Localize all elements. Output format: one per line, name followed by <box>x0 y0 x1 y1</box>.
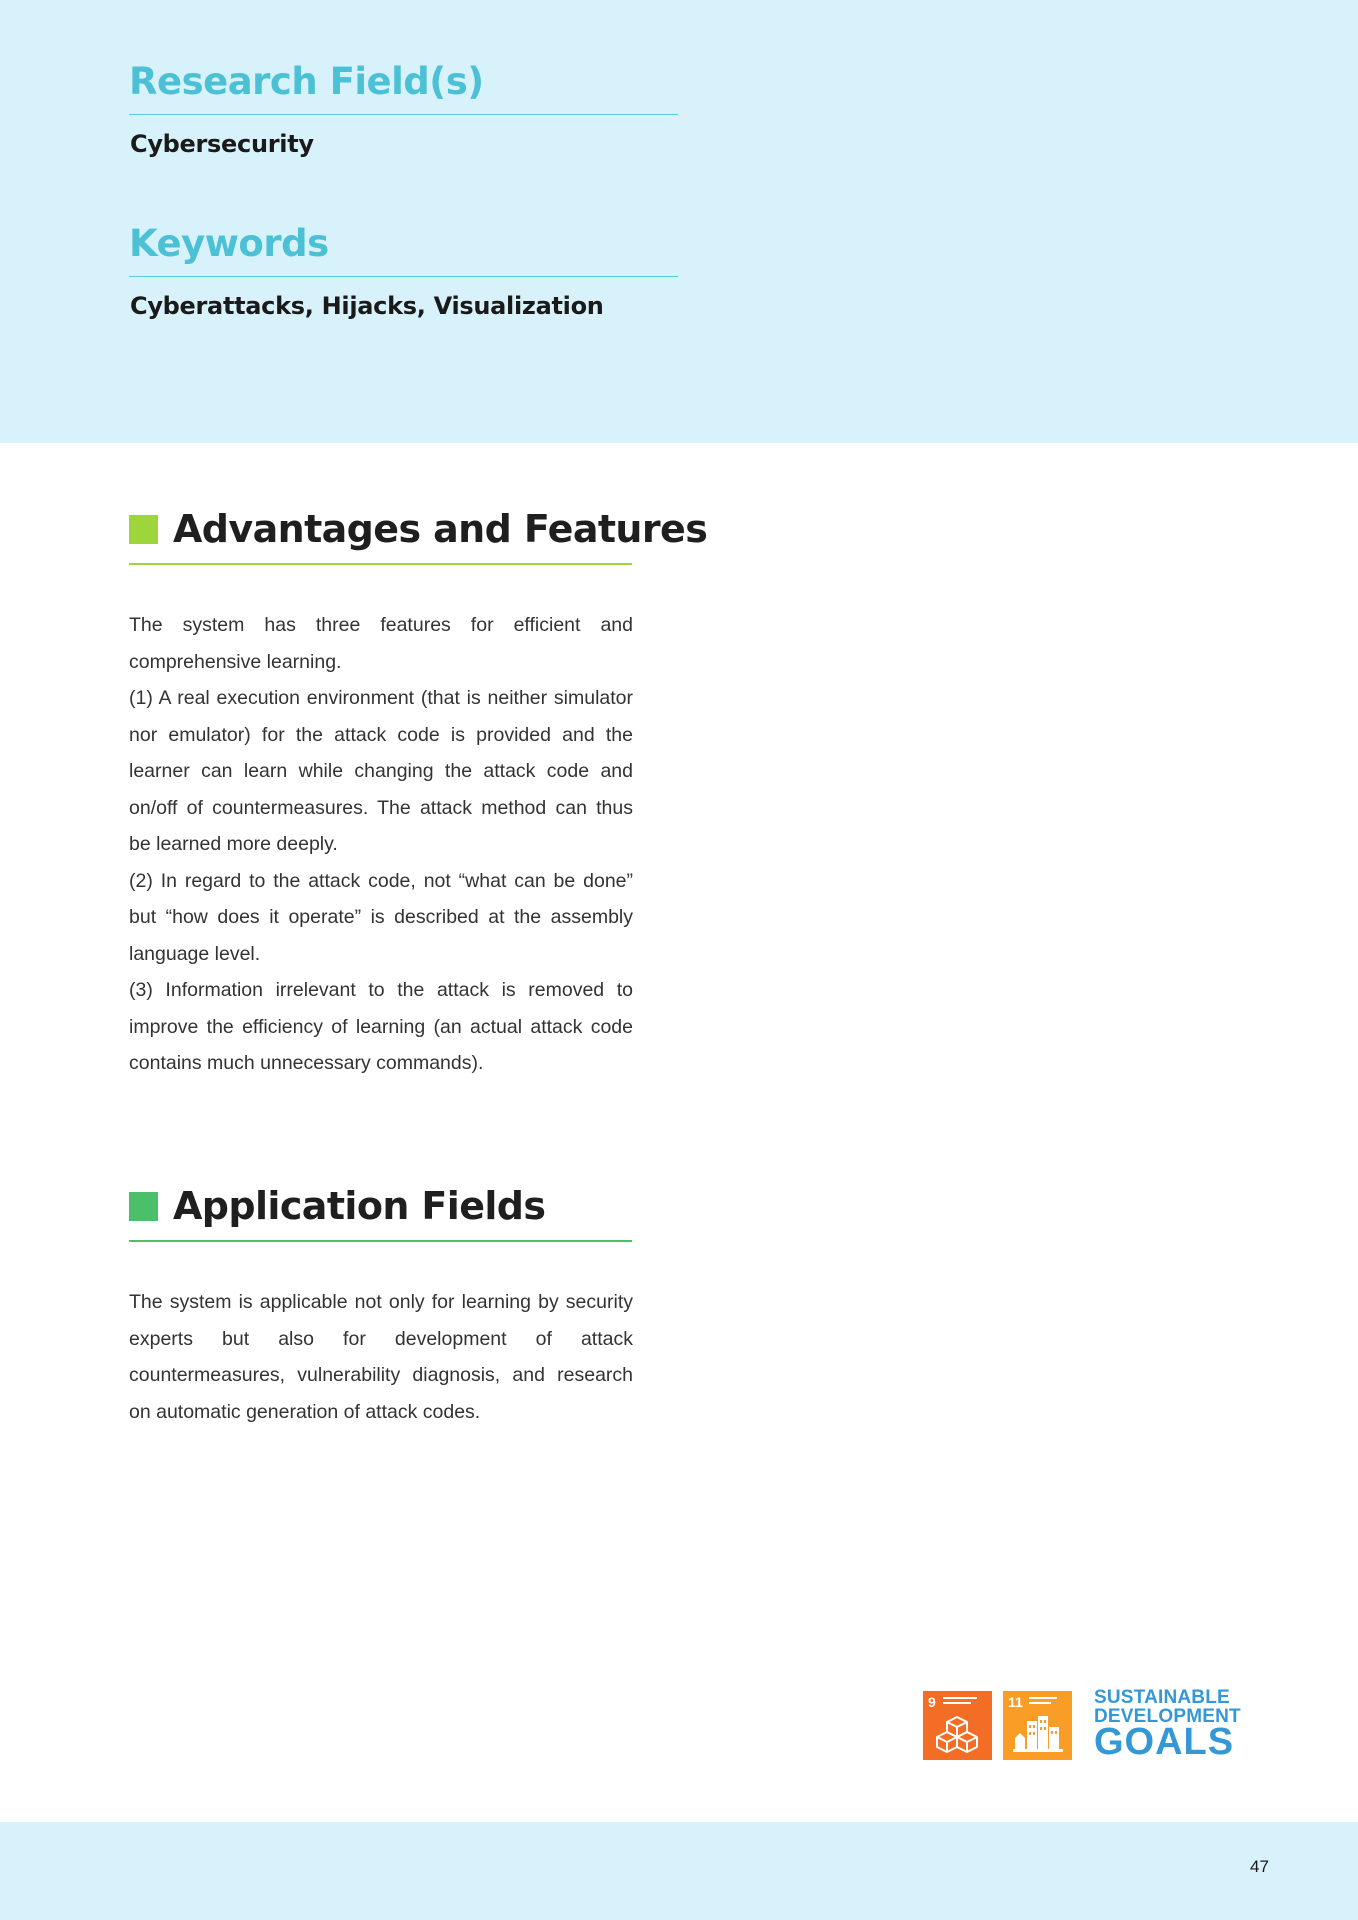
application-body <box>129 1284 633 1430</box>
advantages-paragraph: (3) Information irrelevant to the attack is removed to improve the efficiency of learning (an actual attack code contains much unnecessary commands). <box>129 979 633 1074</box>
keywords-heading: Keywords <box>129 222 678 277</box>
sustainable-city-icon <box>1003 1691 1072 1760</box>
advantages-paragraph: The system has three features for efficient and comprehensive learning. <box>129 614 633 673</box>
page-number: 47 <box>1250 1857 1269 1876</box>
advantages-body <box>129 607 633 1082</box>
green-square-icon <box>129 515 158 544</box>
research-fields-value: Cybersecurity <box>130 130 314 158</box>
advantages-heading <box>129 503 708 555</box>
sdg-goal-11-number: 11 <box>1008 1694 1023 1710</box>
sdg-goal-9-number: 9 <box>928 1694 936 1710</box>
sdg-goal-11-icon <box>1003 1691 1072 1760</box>
advantages-divider <box>129 563 632 565</box>
sdg-logo-line2: DEVELOPMENT <box>1094 1706 1241 1727</box>
application-divider <box>129 1240 632 1242</box>
sdg-goal-9-icon <box>923 1691 992 1760</box>
application-paragraph: The system is applicable not only for learning by security experts but also for development of attack countermeasures, vulnerability diagnosis, and research on automatic generation of attack codes. <box>129 1291 633 1423</box>
green-square-icon <box>129 1192 158 1221</box>
advantages-paragraph: (2) In regard to the attack code, not “what can be done” but “how does it operate” is described at the assembly language level. <box>129 869 633 965</box>
advantages-title: Advantages and Features <box>173 507 708 551</box>
keywords-value: Cyberattacks, Hijacks, Visualization <box>130 292 604 320</box>
sdg-logo-line3: GOALS <box>1094 1721 1235 1763</box>
advantages-paragraph: (1) A real execution environment (that is neither simulator nor emulator) for the attack code is provided and the learner can learn while changing the attack code and on/off of countermeasures. The attack method can thus be learned more deeply. <box>129 687 633 855</box>
application-title: Application Fields <box>173 1184 546 1228</box>
sdg-logo-line1: SUSTAINABLE <box>1094 1687 1230 1708</box>
application-heading <box>129 1180 632 1232</box>
research-fields-heading: Research Field(s) <box>129 60 678 115</box>
industry-cubes-icon <box>923 1691 992 1760</box>
footer-band <box>0 1822 1358 1920</box>
